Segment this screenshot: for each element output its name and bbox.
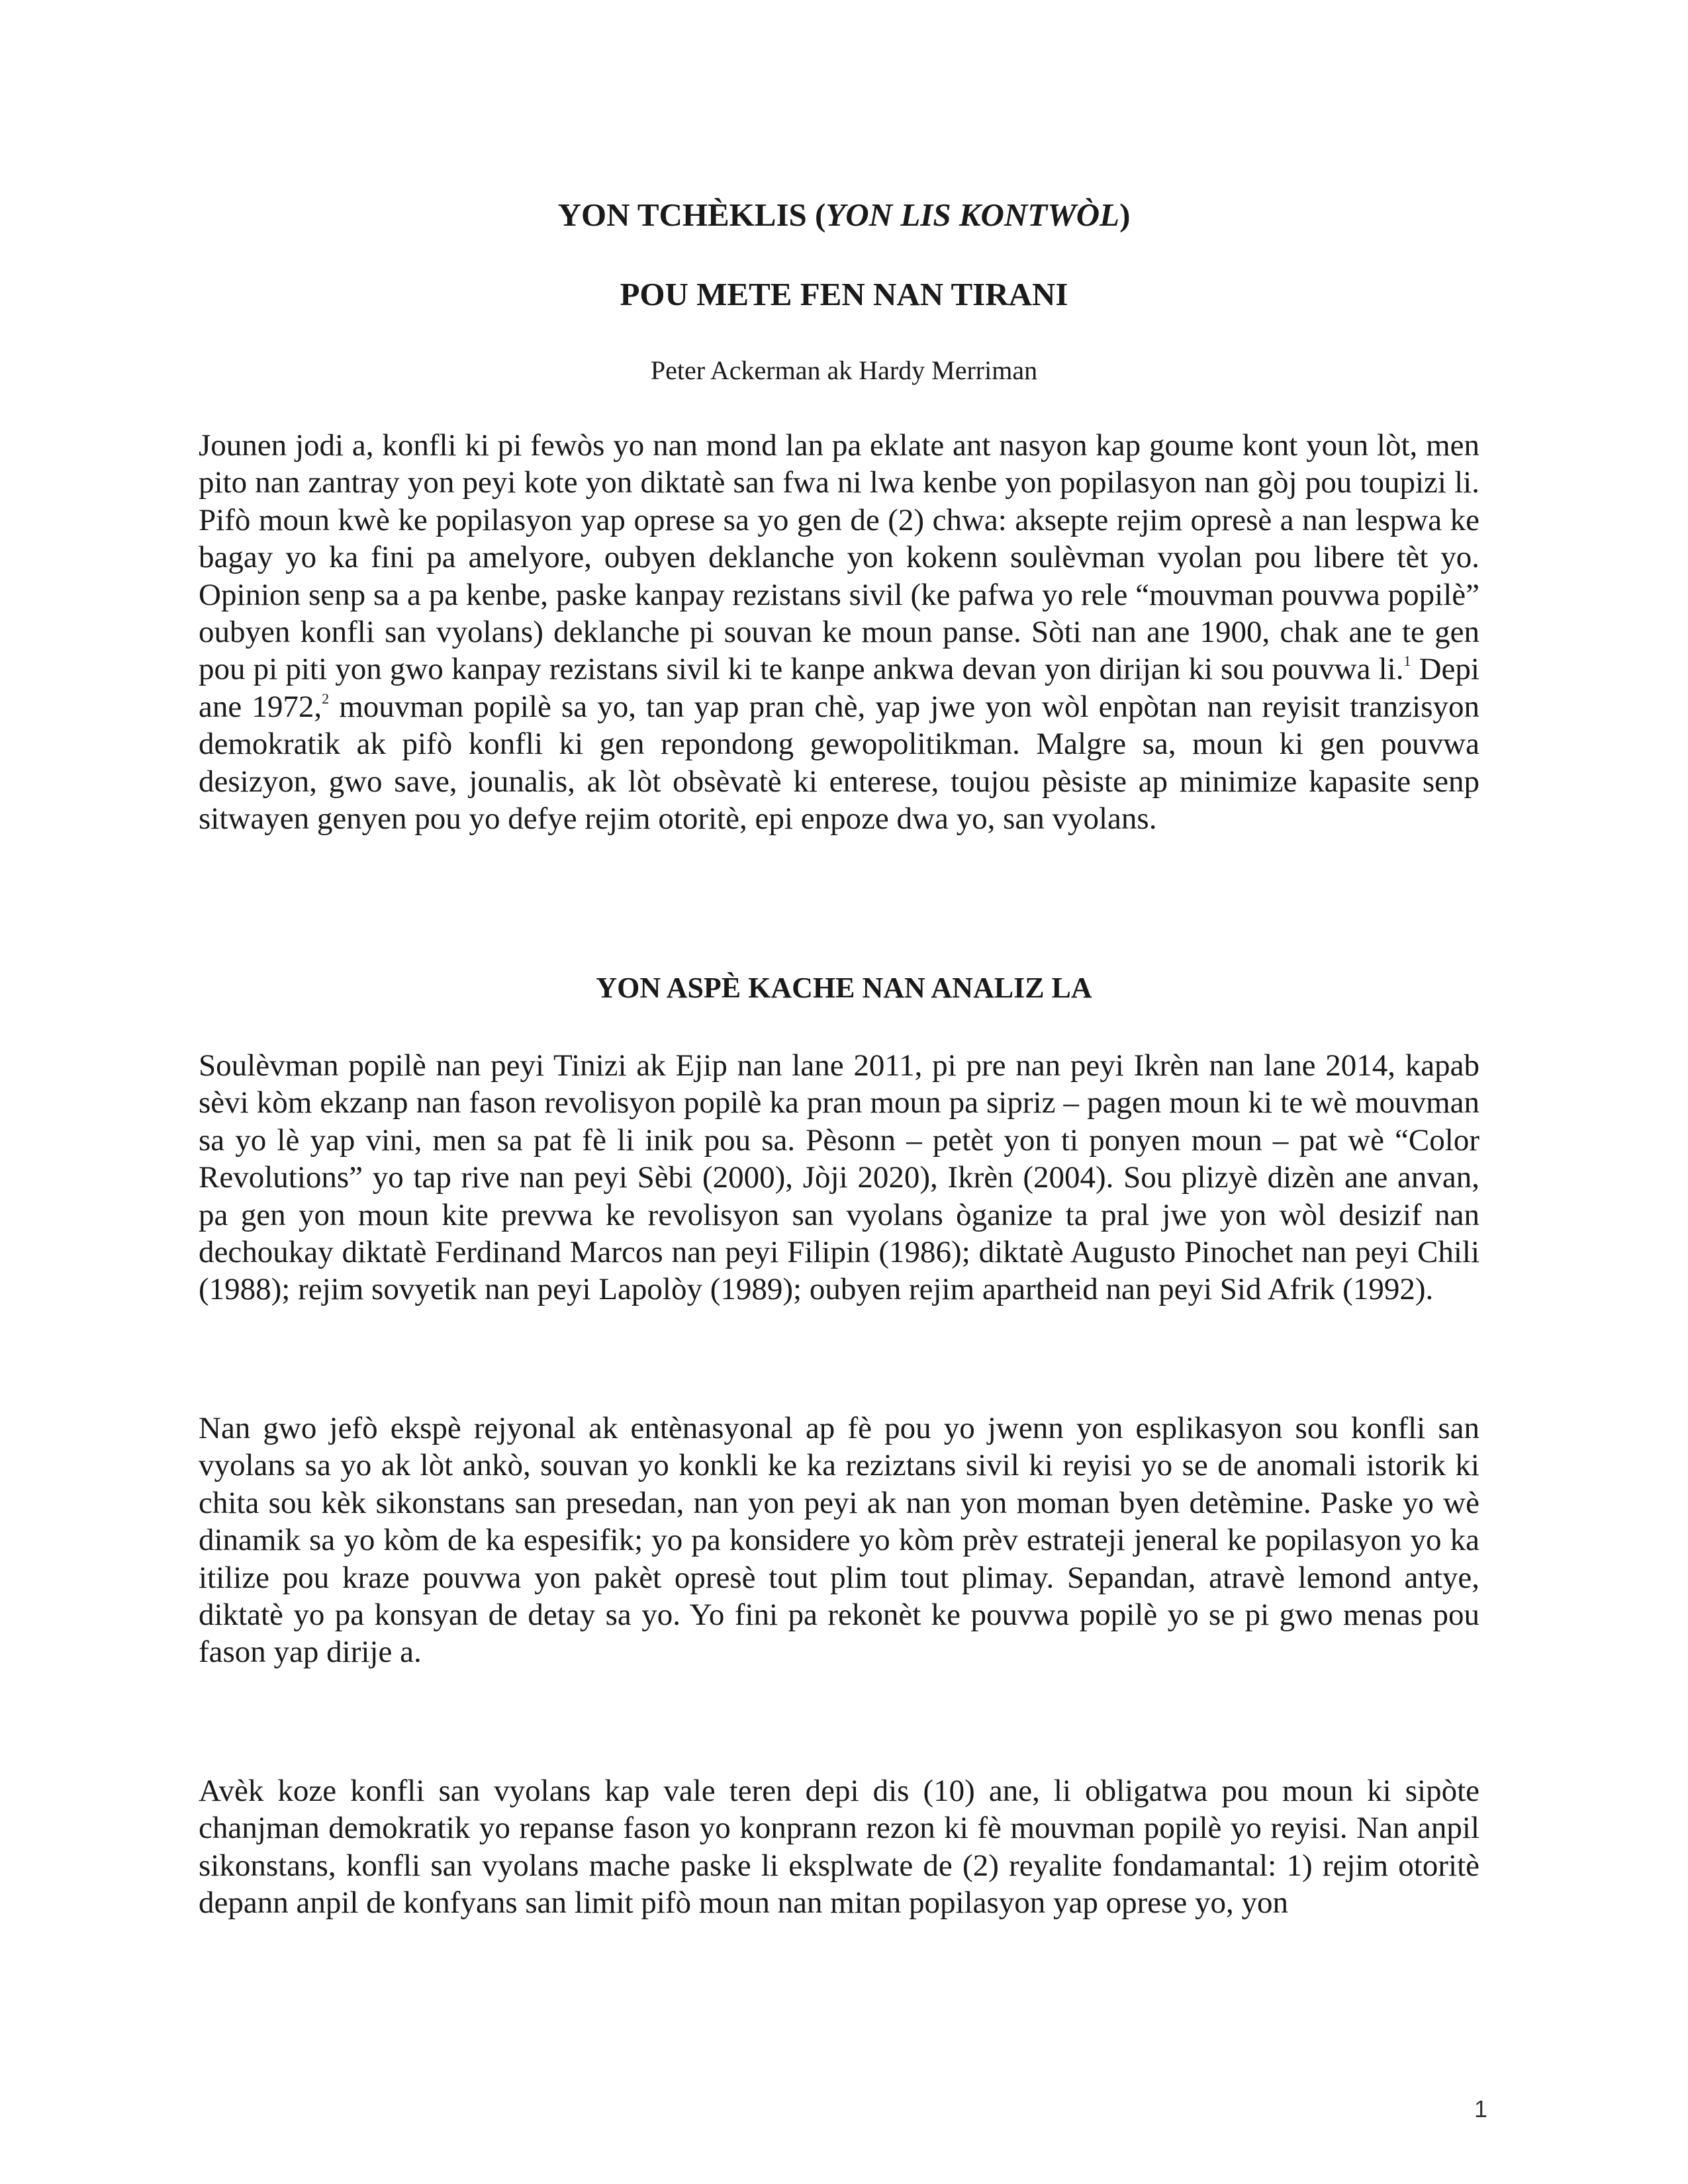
document-subtitle: POU METE FEN NAN TIRANI: [620, 276, 1068, 312]
section-paragraph-1: Soulèvman popilè nan peyi Tinizi ak Ejip nan lane 2011, pi pre nan peyi Ikrèn nan lane 2014, kapab sèvi kòm ekzanp nan fason revolisyon popilè ka pran moun pa sipriz – pagen moun ki te wè mouvman sa yo lè yap vini, men sa pat fè li inik pou sa. Pèsonn – petèt yon ti ponyen moun – pat wè “Color Revolutions” yo tap rive nan peyi Sèbi (2000), Jòji 2020), Ikrèn (2004). Sou plizyè dizèn ane anvan, pa gen yon moun kite prevwa ke revolisyon san vyolans òganize ta pral jwe yon wòl desizif nan dechoukay diktatè Ferdinand Marcos nan peyi Filipin (1986); diktatè Augusto Pinochet nan peyi Chili (1988); rejim sovyetik nan peyi Lapolòy (1989); oubyen rejim apartheid nan peyi Sid Afrik (1992).: [199, 1048, 1479, 1307]
section-paragraph-3: Avèk koze konfli san vyolans kap vale teren depi dis (10) ane, li obligatwa pou moun ki sipòte chanjman demokratik yo repanse fason yo konprann rezon ki fè mouvman popilè yo reyisi. Nan anpil sikonstans, konfli san vyolans mache paske li eksplwate de (2) reyalite fondamantal: 1) rejim otoritè depann anpil de konfyans san limit pifò moun nan mitan popilasyon yap oprese yo, yon: [199, 1774, 1479, 1921]
footnote-ref-2[interactable]: 2: [322, 690, 330, 707]
authors-line: Peter Ackerman ak Hardy Merriman: [650, 355, 1038, 385]
intro-text-c: mouvman popilè sa yo, tan yap pran chè, yap jwe yon wòl enpòtan nan reyisit tranzisyon demokratik ak pifò konfli ki gen repondong gewopolitikman. Malgre sa, moun ki gen pouvwa desizyon, gwo save, jounalis, ak lòt obsèvatè ki enterese, toujou pèsiste ap minimize kapasite senp sitwayen genyen pou yo defye rejim otoritè, epi enpoze dwa yo, san vyolans.: [199, 689, 1479, 837]
intro-text-a: Jounen jodi a, konfli ki pi fewòs yo nan mond lan pa eklate ant nasyon kap goume kont youn lòt, men pito nan zantray yon peyi kote yon diktatè san fwa ni lwa kenbe yon popilasyon nan gòj pou toupizi li. Pifò moun kwè ke popilasyon yap oprese sa yo gen de (2) chwa: aksepte rejim opresè a nan lespwa ke bagay yo ka fini pa amelyore, oubyen deklanche yon kokenn soulèvman vyolan pou libere tèt yo. Opinion senp sa a pa kenbe, paske kanpay rezistans sivil (ke pafwa yo rele “mouvman pouvwa popilè” oubyen konfli san vyolans) deklanche pi souvan ke moun panse. Sòti nan ane 1900, chak ane te gen pou pi piti yon gwo kanpay rezistans sivil ki te kanpe ankwa devan yon dirijan ki sou pouvwa li.: [199, 428, 1479, 687]
section-heading: YON ASPÈ KACHE NAN ANALIZ LA: [596, 972, 1092, 1004]
title-suffix: ): [1119, 197, 1131, 233]
page-number: 1: [1474, 2095, 1487, 2122]
title-italic-subtitle: YON LIS KONTWÒL: [825, 197, 1120, 233]
intro-paragraph: [199, 427, 1479, 837]
document-title: [0, 195, 1688, 235]
section-paragraph-2: Nan gwo jefò ekspè rejyonal ak entènasyonal ap fè pou yo jwenn yon esplikasyon sou konfli san vyolans sa yo ak lòt ankò, souvan yo konkli ke ka reziztans sivil ki reyisi yo se de anomali istorik ki chita sou kèk sikonstans san presedan, nan yon peyi ak nan yon moman byen detèmine. Paske yo wè dinamik sa yo kòm de ka espesifik; yo pa konsidere yo kòm prèv estrateji jeneral ke popilasyon yo ka itilize pou kraze pouvwa yon pakèt opresè tout plim tout plimay. Sepandan, atravè lemond antye, diktatè yo pa konsyan de detay sa yo. Yo fini pa rekonèt ke pouvwa popilè yo se pi gwo menas pou fason yap dirije a.: [199, 1411, 1479, 1670]
title-prefix: YON TCHÈKLIS (: [557, 197, 826, 233]
intro-text-b: Depi ane 1972,: [199, 652, 1479, 724]
footnote-ref-1[interactable]: 1: [1403, 653, 1411, 670]
